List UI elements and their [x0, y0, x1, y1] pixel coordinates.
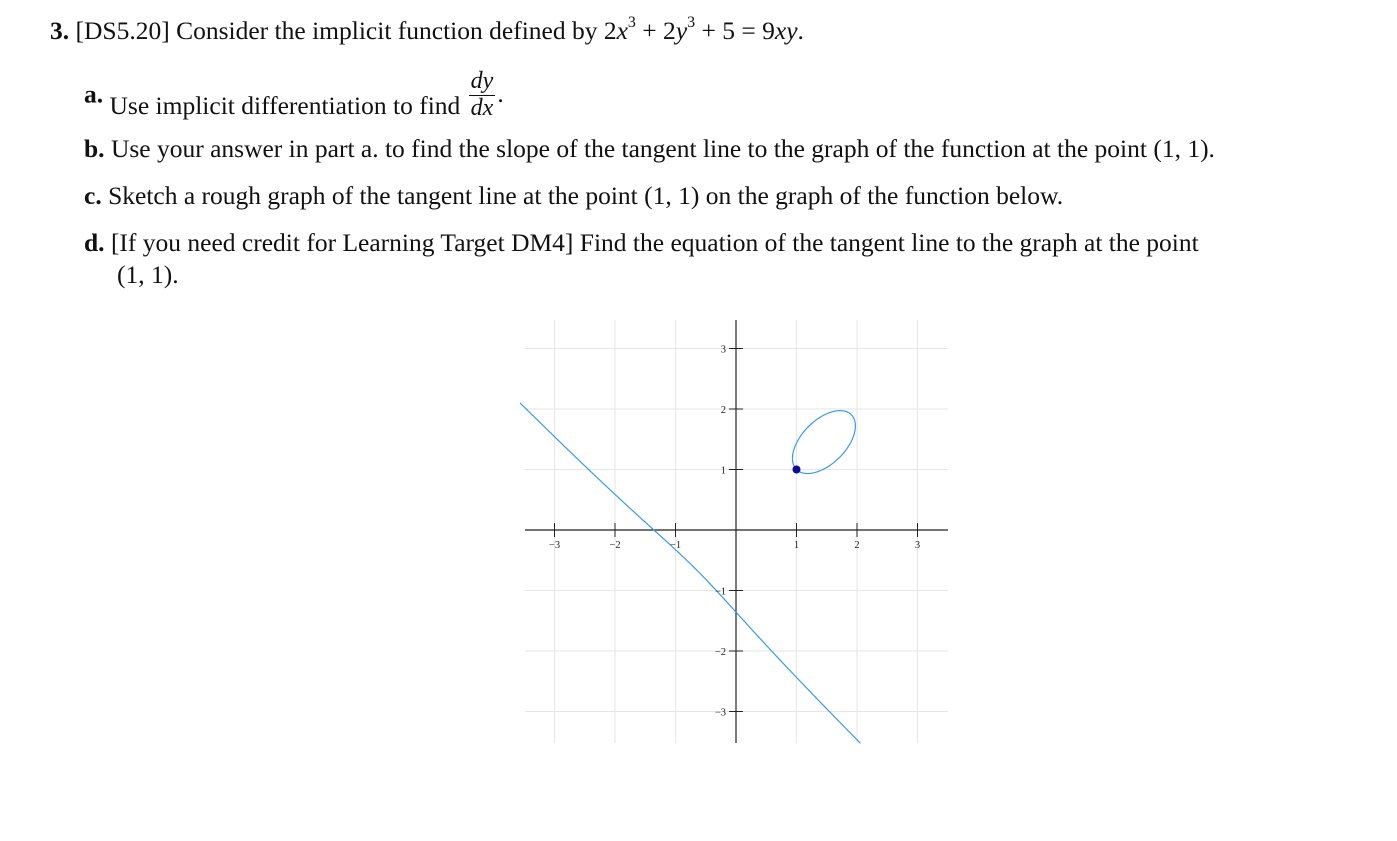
part-b-text: Use your answer in part a. to find the slope of the tangent line to the graph of the function at the point (1, 1).: [110, 134, 1215, 163]
part-b-label: b.: [84, 134, 105, 163]
y-tick-label: 3: [720, 344, 726, 356]
plot-curves: [520, 403, 860, 743]
part-d-line2: [117, 262, 179, 288]
x-tick-label: 2: [854, 540, 860, 551]
x-tick-label: 3: [914, 540, 921, 551]
point-1-1: [793, 466, 801, 474]
plot-tick-labels: [549, 345, 920, 719]
problem-number: 3.: [50, 16, 70, 45]
plot-axes: [525, 320, 948, 743]
y-tick-label: −3: [714, 707, 726, 719]
part-a-text: Use implicit differentiation to find: [109, 91, 461, 121]
problem-tag: [DS5.20]: [75, 16, 170, 45]
y-tick-label: 1: [720, 465, 726, 477]
y-tick-label: −1: [714, 586, 726, 598]
problem-statement: [50, 14, 804, 45]
part-d: [84, 230, 1199, 256]
part-d-text-line2: (1, 1).: [117, 260, 179, 289]
part-d-text-line1: [If you need credit for Learning Target DM4] Find the equation of the tangent line to the graph at the point: [110, 228, 1199, 257]
part-b: [84, 136, 1215, 162]
part-a: a. Use implicit differentiation to find $\frac{dy}{dx}$ .: [84, 68, 504, 121]
x-tick-label: −3: [548, 540, 561, 551]
x-tick-label: 1: [793, 540, 800, 551]
y-tick-label: −2: [714, 647, 726, 658]
part-c-label: c.: [84, 181, 102, 210]
implicit-function-plot: [520, 315, 950, 745]
part-c: [84, 183, 1063, 209]
x-tick-label: −2: [609, 540, 621, 551]
implicit-curve: [520, 403, 860, 743]
part-c-text: Sketch a rough graph of the tangent line at the point (1, 1) on the graph of the function below.: [108, 181, 1064, 210]
x-tick-label: −1: [669, 540, 682, 551]
part-a-label: a.: [84, 79, 104, 109]
problem-intro: Consider the implicit function defined by: [176, 16, 598, 45]
problem-equation: $2x^3 + 2y^3 + 5 = 9xy$.: [603, 14, 804, 45]
y-tick-label: 2: [720, 405, 726, 416]
dy-dx-fraction: $\frac{dy}{dx}$: [470, 68, 494, 121]
part-d-label: d.: [84, 228, 105, 257]
